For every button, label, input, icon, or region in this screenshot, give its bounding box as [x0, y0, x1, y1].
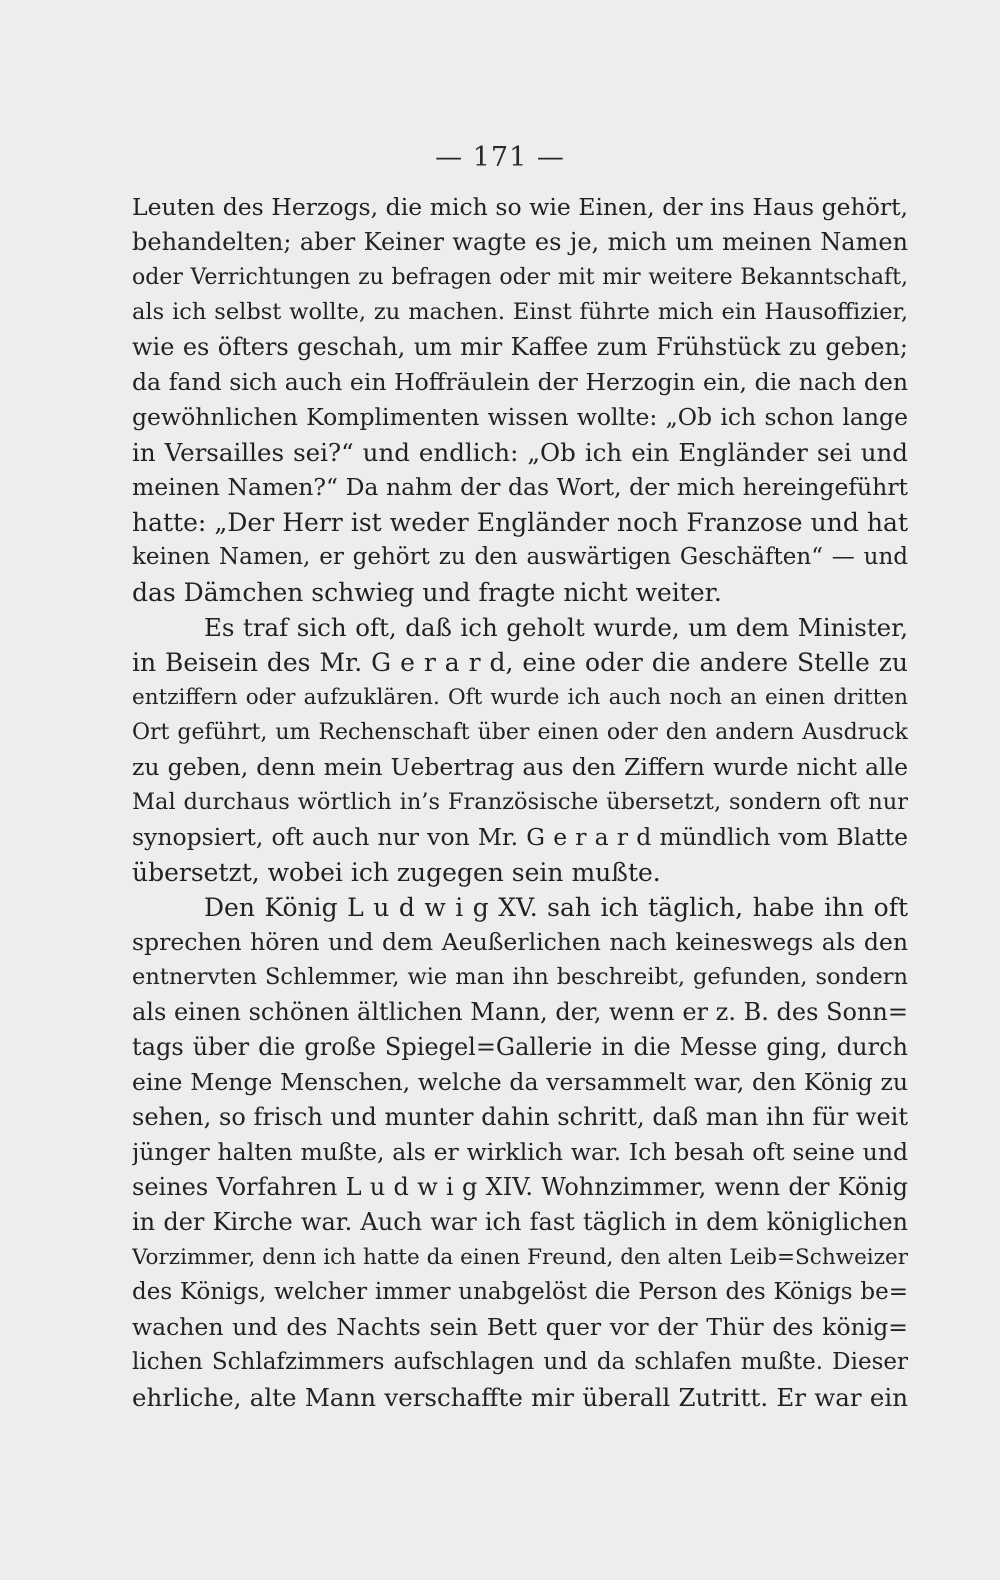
- text-line: Vorzimmer, denn ich hatte da einen Freund, den alten Leib=Schweizer: [132, 1245, 908, 1270]
- text-line: des Königs, welcher immer unabgelöst die Person des Königs be=: [132, 1279, 908, 1305]
- text-line: in der Kirche war. Auch war ich fast täglich in dem königlichen: [132, 1208, 908, 1236]
- text-line: wachen und des Nachts sein Bett quer vor der Thür des könig=: [132, 1313, 908, 1341]
- body-text: [132, 190, 908, 1415]
- text-line: jünger halten mußte, als er wirklich war. Ich besah oft seine und: [132, 1138, 908, 1166]
- text-line: als einen schönen ältlichen Mann, der, wenn er z. B. des Sonn=: [132, 998, 908, 1026]
- text-line: meinen Namen?“ Da nahm der das Wort, der mich hereingeführt: [132, 473, 908, 501]
- text-line: in Versailles sei?“ und endlich: „Ob ich ein Engländer sei und: [132, 438, 908, 467]
- text-line: da fand sich auch ein Hoffräulein der Herzogin ein, die nach den: [132, 368, 908, 396]
- text-line: zu geben, denn mein Uebertrag aus den Ziffern wurde nicht alle: [132, 753, 908, 781]
- text-line: sprechen hören und dem Aeußerlichen nach keineswegs als den: [132, 928, 908, 956]
- text-line: synopsiert, oft auch nur von Mr. G e r a r d mündlich vom Blatte: [132, 823, 908, 851]
- paragraph-start-line: Es traf sich oft, daß ich geholt wurde, um dem Minister,: [204, 613, 908, 642]
- text-line: Leuten des Herzogs, die mich so wie Einen, der ins Haus gehört,: [132, 193, 908, 221]
- text-line: tags über die große Spiegel=Gallerie in die Messe ging, durch: [132, 1033, 908, 1061]
- text-line: eine Menge Menschen, welche da versammelt war, den König zu: [132, 1068, 908, 1096]
- text-line: sehen, so frisch und munter dahin schritt, daß man ihn für weit: [132, 1103, 908, 1131]
- text-line: lichen Schlafzimmers aufschlagen und da schlafen mußte. Dieser: [132, 1349, 908, 1375]
- paragraph-start-line: Den König L u d w i g XV. sah ich täglich, habe ihn oft: [204, 893, 908, 922]
- text-line: als ich selbst wollte, zu machen. Einst führte mich ein Hausoffizier,: [132, 299, 908, 325]
- text-line: entziffern oder aufzuklären. Oft wurde ich auch noch an einen dritten: [132, 685, 908, 710]
- text-line: oder Verrichtungen zu befragen oder mit mir weitere Bekanntschaft,: [132, 265, 908, 290]
- text-line: keinen Namen, er gehört zu den auswärtigen Geschäften“ — und: [132, 544, 908, 570]
- page-number: — 171 —: [435, 142, 565, 173]
- text-line: gewöhnlichen Komplimenten wissen wollte: „Ob ich schon lange: [132, 403, 908, 431]
- text-line: Mal durchaus wörtlich in’s Französische übersetzt, sondern oft nur: [132, 789, 908, 815]
- text-line: ehrliche, alte Mann verschaffte mir überall Zutritt. Er war ein: [132, 1383, 908, 1412]
- text-line: seines Vorfahren L u d w i g XIV. Wohnzimmer, wenn der König: [132, 1173, 908, 1201]
- paragraph-end-line: übersetzt, wobei ich zugegen sein mußte.: [132, 858, 661, 887]
- paragraph-end-line: das Dämchen schwieg und fragte nicht weiter.: [132, 578, 722, 607]
- text-line: hatte: „Der Herr ist weder Engländer noch Franzose und hat: [132, 508, 908, 537]
- text-line: Ort geführt, um Rechenschaft über einen oder den andern Ausdruck: [132, 720, 908, 745]
- text-line: in Beisein des Mr. G e r a r d, eine oder die andere Stelle zu: [132, 648, 908, 677]
- text-line: wie es öfters geschah, um mir Kaffee zum Frühstück zu geben;: [132, 333, 908, 361]
- text-line: behandelten; aber Keiner wagte es je, mich um meinen Namen: [132, 228, 908, 256]
- text-line: entnervten Schlemmer, wie man ihn beschreibt, gefunden, sondern: [132, 964, 908, 990]
